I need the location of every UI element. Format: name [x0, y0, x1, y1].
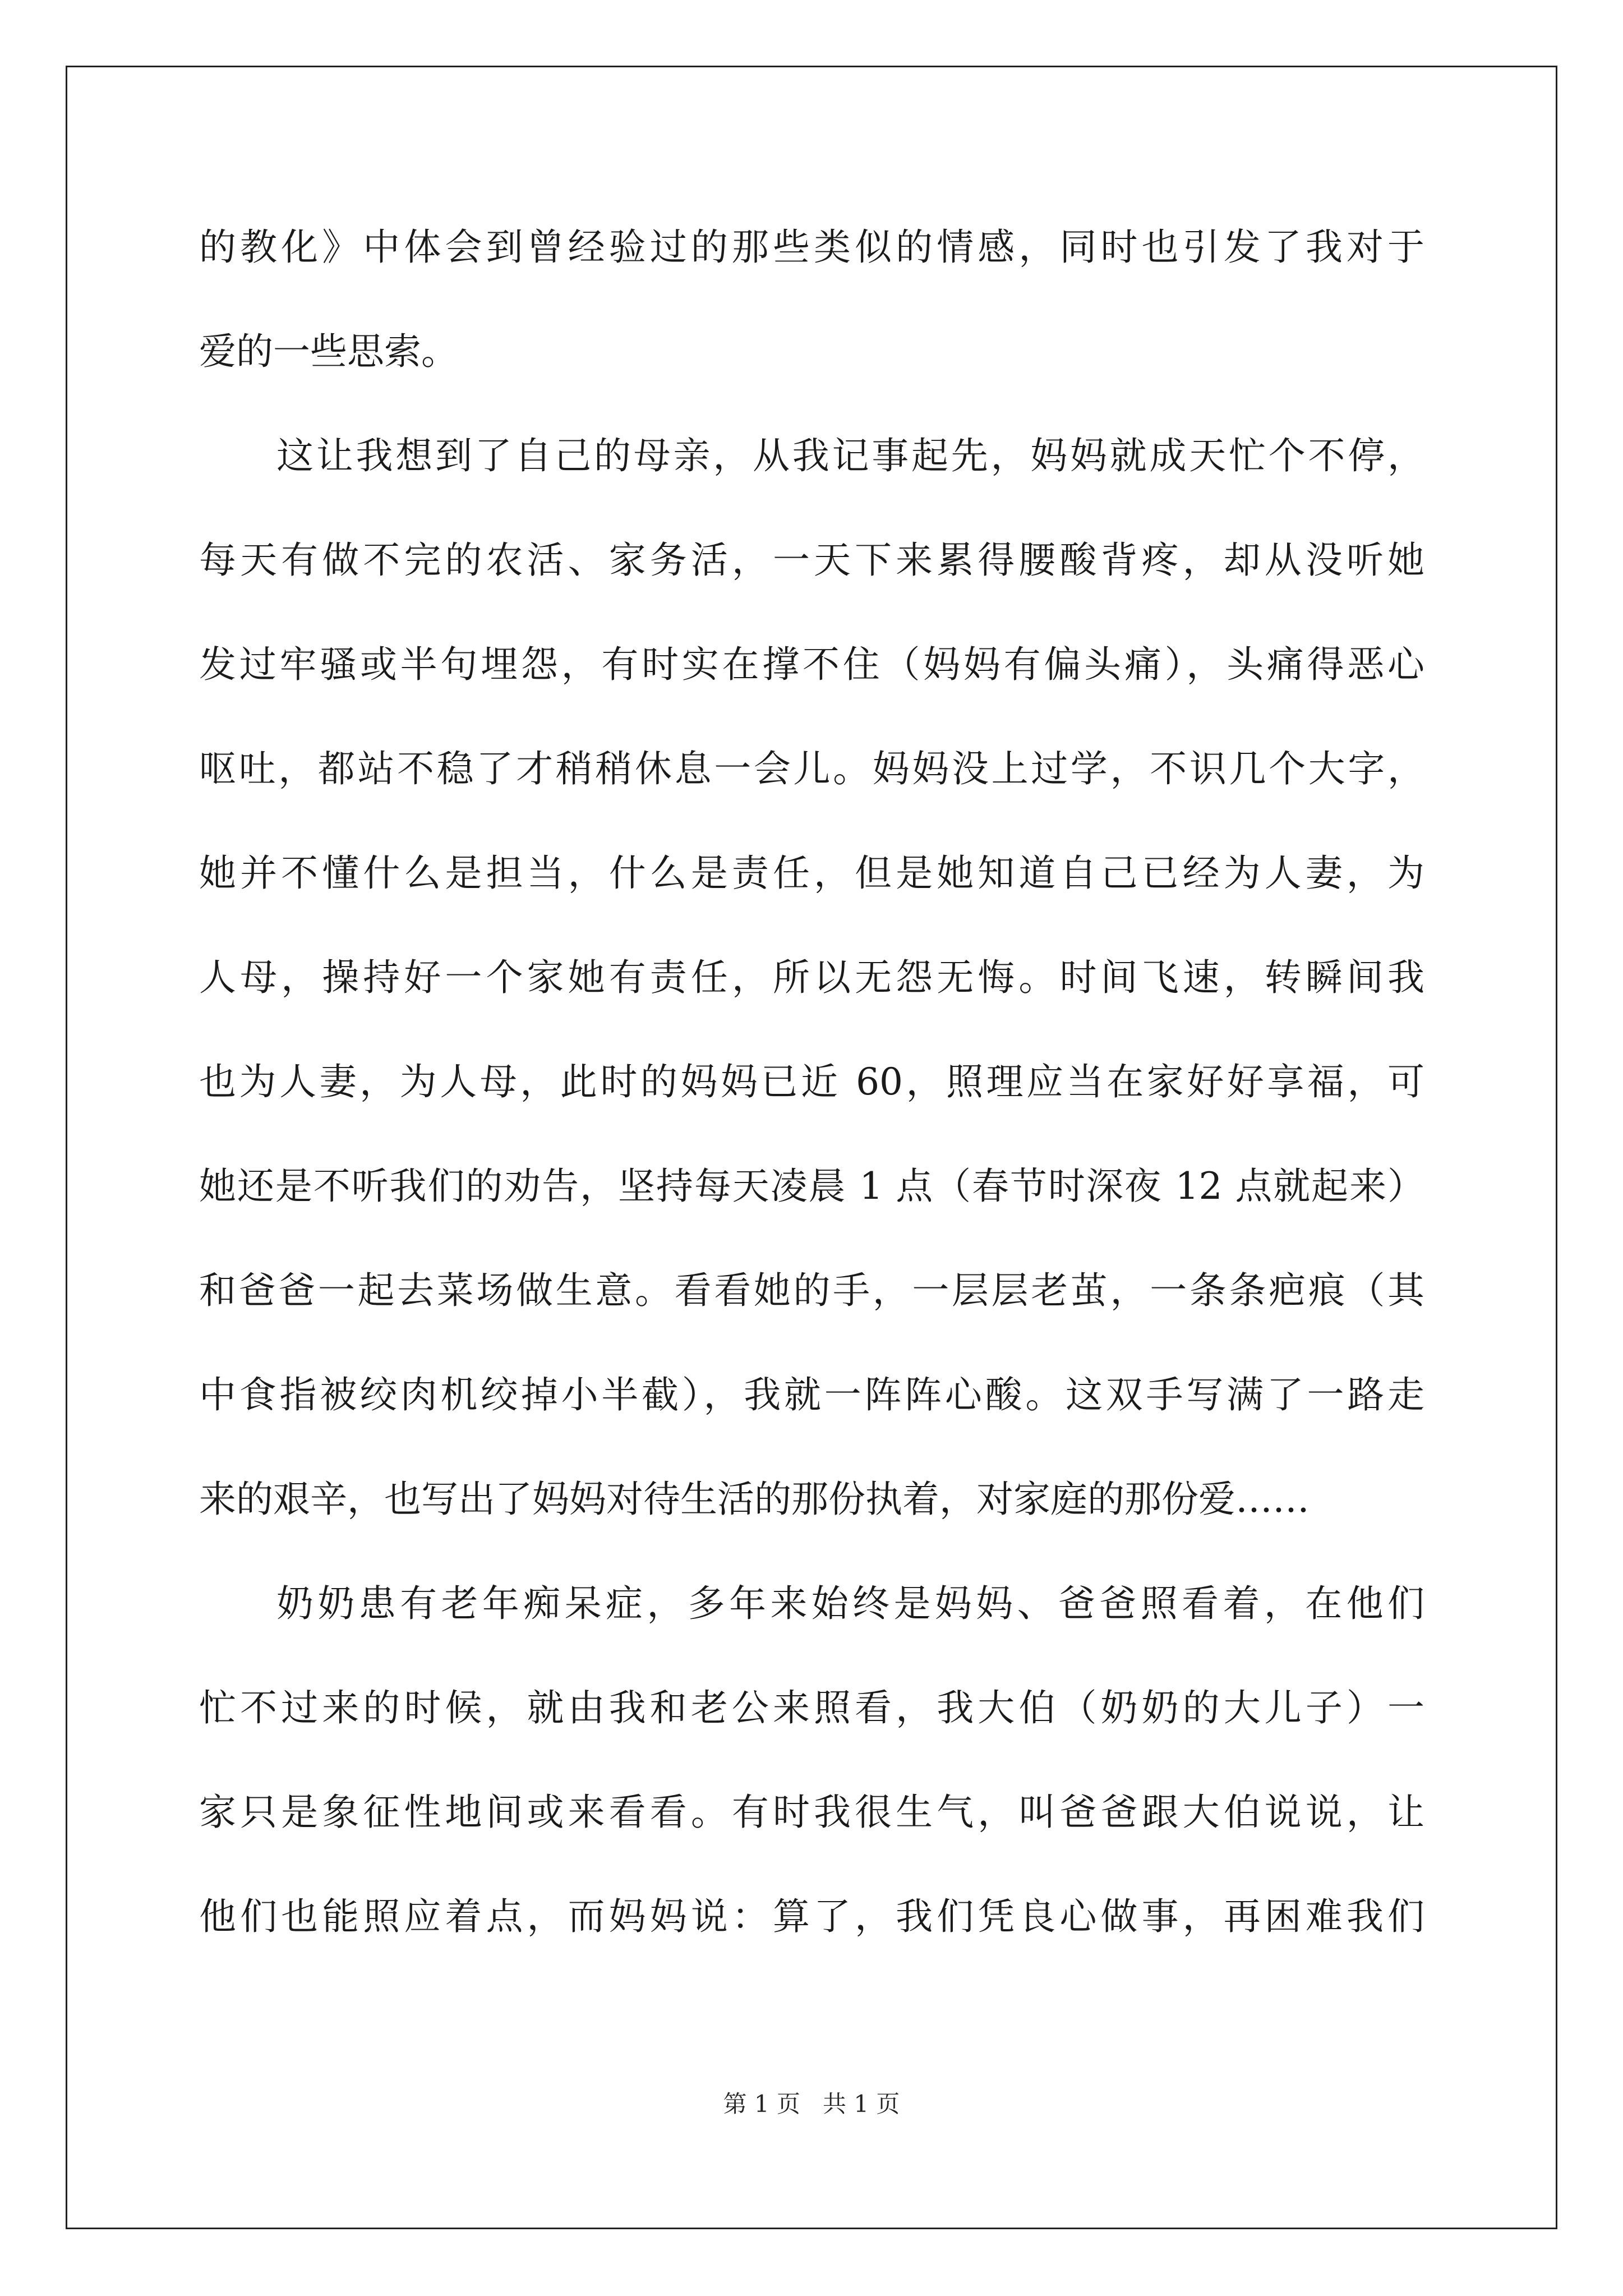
text-line-10: 她还是不听我们的劝告，坚持每天凌晨 1 点（春节时深夜 12 点就起来）	[199, 1165, 1424, 1208]
text-line-7: 她并不懂什么是担当，什么是责任，但是她知道自己已经为人妻，为	[199, 852, 1424, 895]
text-line-13: 来的艰辛，也写出了妈妈对待生活的那份执着，对家庭的那份爱……	[199, 1478, 1310, 1521]
text-line-15: 忙不过来的时候，就由我和老公来照看，我大伯（奶奶的大儿子）一	[199, 1686, 1424, 1729]
text-line-1: 的教化》中体会到曾经验过的那些类似的情感，同时也引发了我对于	[199, 226, 1424, 269]
text-line-14: 奶奶患有老年痴呆症，多年来始终是妈妈、爸爸照看着，在他们	[276, 1582, 1424, 1625]
page-number: 第 1 页	[723, 2090, 800, 2118]
text-line-2: 爱的一些思索。	[199, 330, 458, 373]
text-line-5: 发过牢骚或半句埋怨，有时实在撑不住（妈妈有偏头痛），头痛得恶心	[199, 643, 1424, 686]
text-line-6: 呕吐，都站不稳了才稍稍休息一会儿。妈妈没上过学，不识几个大字，	[199, 747, 1424, 790]
text-line-8: 人母，操持好一个家她有责任，所以无怨无悔。时间飞速，转瞬间我	[199, 956, 1424, 999]
text-line-3: 这让我想到了自己的母亲，从我记事起先，妈妈就成天忙个不停，	[276, 434, 1424, 477]
page-footer	[0, 2092, 1623, 2116]
text-line-11: 和爸爸一起去菜场做生意。看看她的手，一层层老茧，一条条疤痕（其	[199, 1269, 1424, 1312]
page-total: 共 1 页	[823, 2090, 900, 2118]
text-line-16: 家只是象征性地间或来看看。有时我很生气，叫爸爸跟大伯说说，让	[199, 1791, 1424, 1834]
text-line-17: 他们也能照应着点，而妈妈说：算了，我们凭良心做事，再困难我们	[199, 1895, 1424, 1938]
text-line-4: 每天有做不完的农活、家务活，一天下来累得腰酸背疼，却从没听她	[199, 539, 1424, 582]
text-line-9: 也为人妻，为人母，此时的妈妈已近 60，照理应当在家好好享福，可	[199, 1060, 1424, 1103]
text-line-12: 中食指被绞肉机绞掉小半截），我就一阵阵心酸。这双手写满了一路走	[199, 1373, 1424, 1416]
